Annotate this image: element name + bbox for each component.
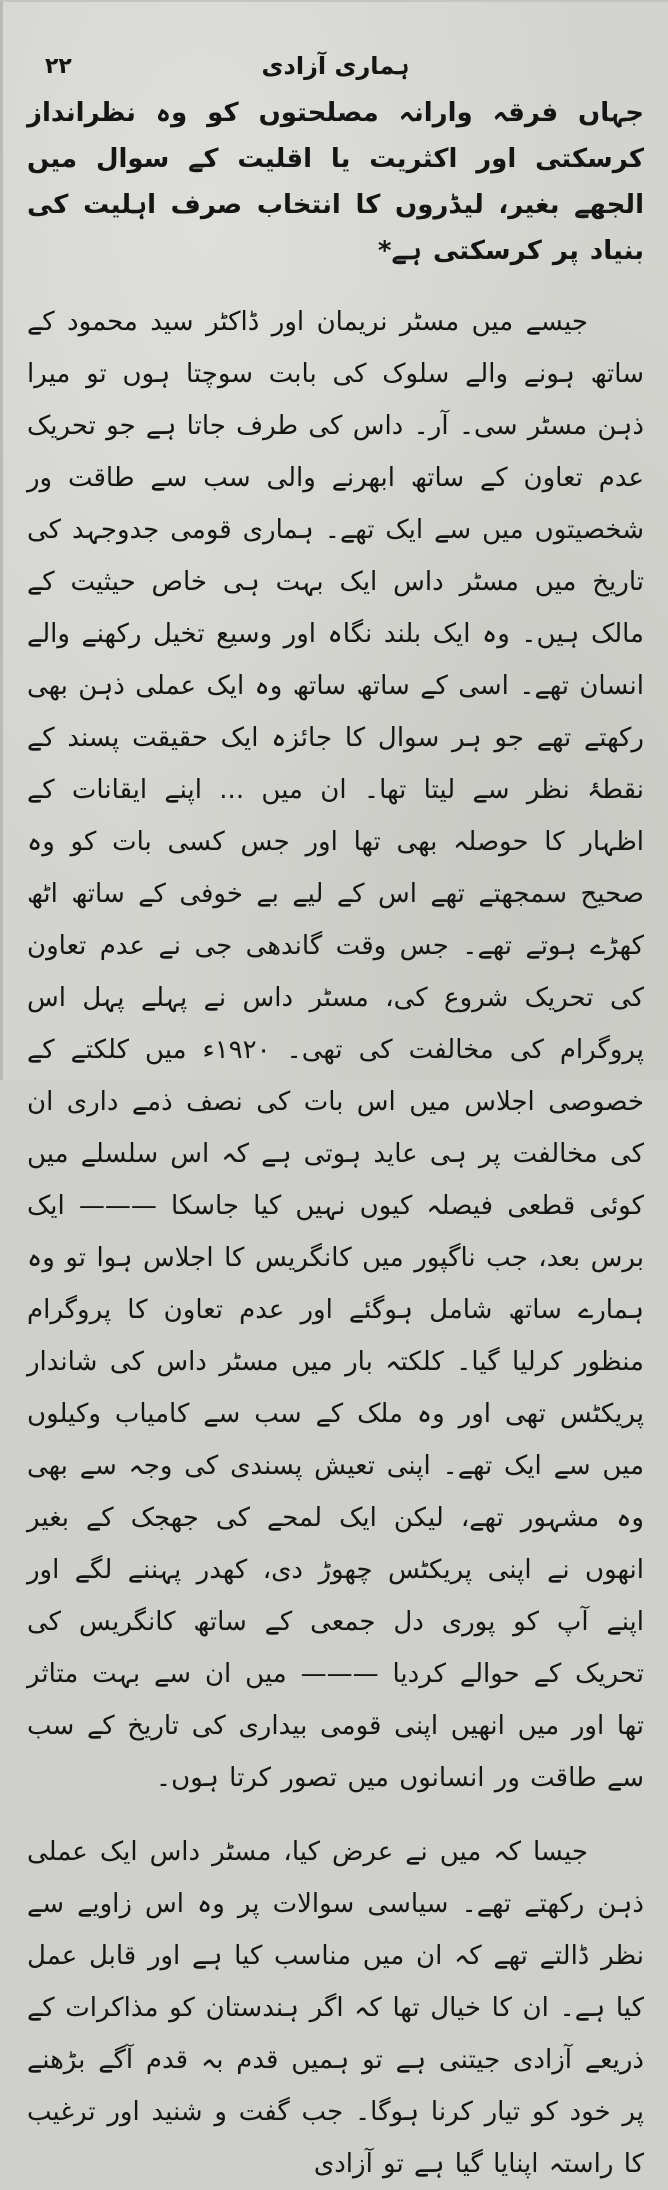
paragraph-2: جیسے میں مسٹر نریمان اور ڈاکٹر سید محمود کے ساتھ ہونے والے سلوک کی بابت سوچتا ہوں تو میرا ذہن مسٹر سی۔ آر۔ داس کی طرف جاتا ہے جو تحریک عدم تعاون کے ساتھ ابھرنے والی سب سے طاقت ور شخصیتوں میں سے ایک تھے۔ ہماری قومی جدوجہد کی تاریخ میں مسٹر داس ایک بہت ہی خاص حیثیت کے مالک ہیں۔ وہ ایک بلند نگاہ اور وسیع تخیل رکھنے والے انسان تھے۔ اسی کے ساتھ ساتھ وہ ایک عملی ذہن بھی رکھتے تھے جو ہر سوال کا جائزہ ایک حقیقت پسند کے نقطۂ نظر سے لیتا تھا۔ ان میں ... اپنے ایقانات کے اظہار کا حوصلہ بھی تھا اور جس کسی بات کو وہ صحیح سمجھتے تھے اس کے لیے بے خوفی کے ساتھ اٹھ کھڑے ہوتے تھے۔ جس وقت گاندھی جی نے عدم تعاون کی تحریک شروع کی، مسٹر داس نے پہلے پہل اس پروگرام کی مخالفت کی تھی۔ ۱۹۲۰ء میں کلکتے کے خصوصی اجلاس میں اس بات کی نصف ذمے داری ان کی مخالفت پر ہی عاید ہوتی ہے کہ اس سلسلے میں کوئی قطعی فیصلہ کیوں نہیں کیا جاسکا ——— ایک برس بعد، جب ناگپور میں کانگریس کا اجلاس ہوا تو وہ ہمارے ساتھ شامل ہوگئے اور عدم تعاون کا پروگرام منظور کرلیا گیا۔ کلکتہ بار میں مسٹر داس کی شاندار پریکٹس تھی اور وہ ملک کے سب سے کامیاب وکیلوں میں سے ایک تھے۔ اپنی تعیش پسندی کی وجہ سے بھی وہ مشہور تھے، لیکن ایک لمحے کی جھجک کے بغیر انھوں نے اپنی پریکٹس چھوڑ دی، کھدر پہننے لگے اور اپنے آپ کو پوری دل جمعی کے ساتھ کانگریس کی تحریک کے حوالے کردیا ——— میں ان سے بہت متاثر تھا اور میں انھیں اپنی قومی بیداری کی تاریخ کے سب سے طاقت ور انسانوں میں تصور کرتا ہوں۔: [27, 307, 644, 1793]
page-number: ۲۲: [45, 54, 72, 79]
running-title: ہماری آزادی: [261, 52, 410, 80]
body-text: [27, 90, 644, 2179]
page-header: [27, 46, 644, 86]
paragraph-1: جہاں فرقہ وارانہ مصلحتوں کو وہ نظرانداز کرسکتی اور اکثریت یا اقلیت کے سوال میں الجھے بغیر، لیڈروں کا انتخاب صرف اہلیت کی بنیاد پر کرسکتی ہے*: [27, 98, 644, 266]
paragraph-3: جیسا کہ میں نے عرض کیا، مسٹر داس ایک عملی ذہن رکھتے تھے۔ سیاسی سوالات پر وہ اس زاویے سے نظر ڈالتے تھے کہ ان میں مناسب کیا ہے اور قابل عمل کیا ہے۔ ان کا خیال تھا کہ اگر ہندستان کو مذاکرات کے ذریعے آزادی جیتنی ہے تو ہمیں قدم بہ قدم آگے بڑھنے پر خود کو تیار کرنا ہوگا۔ جب گفت و شنید اور ترغیب کا راستہ اپنایا گیا ہے تو آزادی: [27, 1837, 644, 2179]
